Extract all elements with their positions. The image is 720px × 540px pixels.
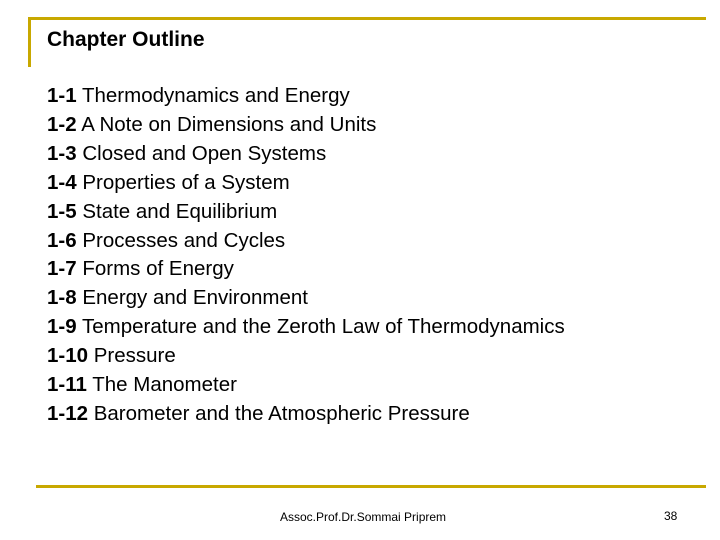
outline-item bbox=[47, 371, 565, 400]
outline-item-text: Temperature and the Zeroth Law of Thermodynamics bbox=[81, 315, 565, 339]
outline-item-number: 1-9 bbox=[47, 315, 77, 339]
outline-item bbox=[47, 342, 565, 371]
outline-item-text: Processes and Cycles bbox=[82, 228, 286, 252]
outline-item-number: 1-8 bbox=[47, 286, 77, 310]
page-number: 38 bbox=[664, 509, 678, 523]
outline-item-text: Thermodynamics and Energy bbox=[81, 84, 350, 107]
outline-item-number: 1-11 bbox=[47, 373, 87, 397]
chapter-outline-list bbox=[47, 82, 565, 429]
outline-item-text: A Note on Dimensions and Units bbox=[81, 112, 377, 136]
outline-item-text: Pressure bbox=[93, 344, 176, 368]
outline-item-number: 1-10 bbox=[47, 344, 89, 368]
outline-item bbox=[47, 255, 565, 284]
outline-item bbox=[47, 111, 565, 140]
outline-item-number: 1-7 bbox=[47, 257, 77, 281]
outline-item bbox=[47, 227, 565, 256]
accent-bar-top bbox=[28, 17, 706, 20]
outline-item-text: State and Equilibrium bbox=[82, 199, 278, 223]
outline-item-number: 1-12 bbox=[47, 401, 89, 425]
outline-item-number: 1-1 bbox=[47, 84, 77, 107]
outline-item-number: 1-3 bbox=[47, 141, 77, 165]
outline-item bbox=[47, 400, 565, 429]
outline-item bbox=[47, 198, 565, 227]
outline-item bbox=[47, 82, 565, 111]
footer-author: Assoc.Prof.Dr.Sommai Priprem bbox=[280, 510, 447, 524]
outline-item-text: Properties of a System bbox=[82, 170, 290, 194]
outline-item bbox=[47, 140, 565, 169]
outline-item-text: The Manometer bbox=[92, 373, 237, 397]
outline-item bbox=[47, 313, 565, 342]
outline-item-text: Forms of Energy bbox=[82, 257, 234, 281]
outline-item bbox=[47, 169, 565, 198]
accent-bar-vertical bbox=[28, 17, 31, 67]
outline-item-number: 1-4 bbox=[47, 170, 77, 194]
outline-item-number: 1-6 bbox=[47, 228, 77, 252]
outline-item bbox=[47, 284, 565, 313]
outline-item-number: 1-5 bbox=[47, 199, 77, 223]
slide-title: Chapter Outline bbox=[47, 28, 205, 51]
outline-item-text: Closed and Open Systems bbox=[82, 141, 327, 165]
outline-item-number: 1-2 bbox=[47, 112, 77, 136]
outline-item-text: Barometer and the Atmospheric Pressure bbox=[93, 401, 470, 425]
outline-item-text: Energy and Environment bbox=[82, 286, 308, 310]
footer-divider bbox=[36, 485, 706, 488]
